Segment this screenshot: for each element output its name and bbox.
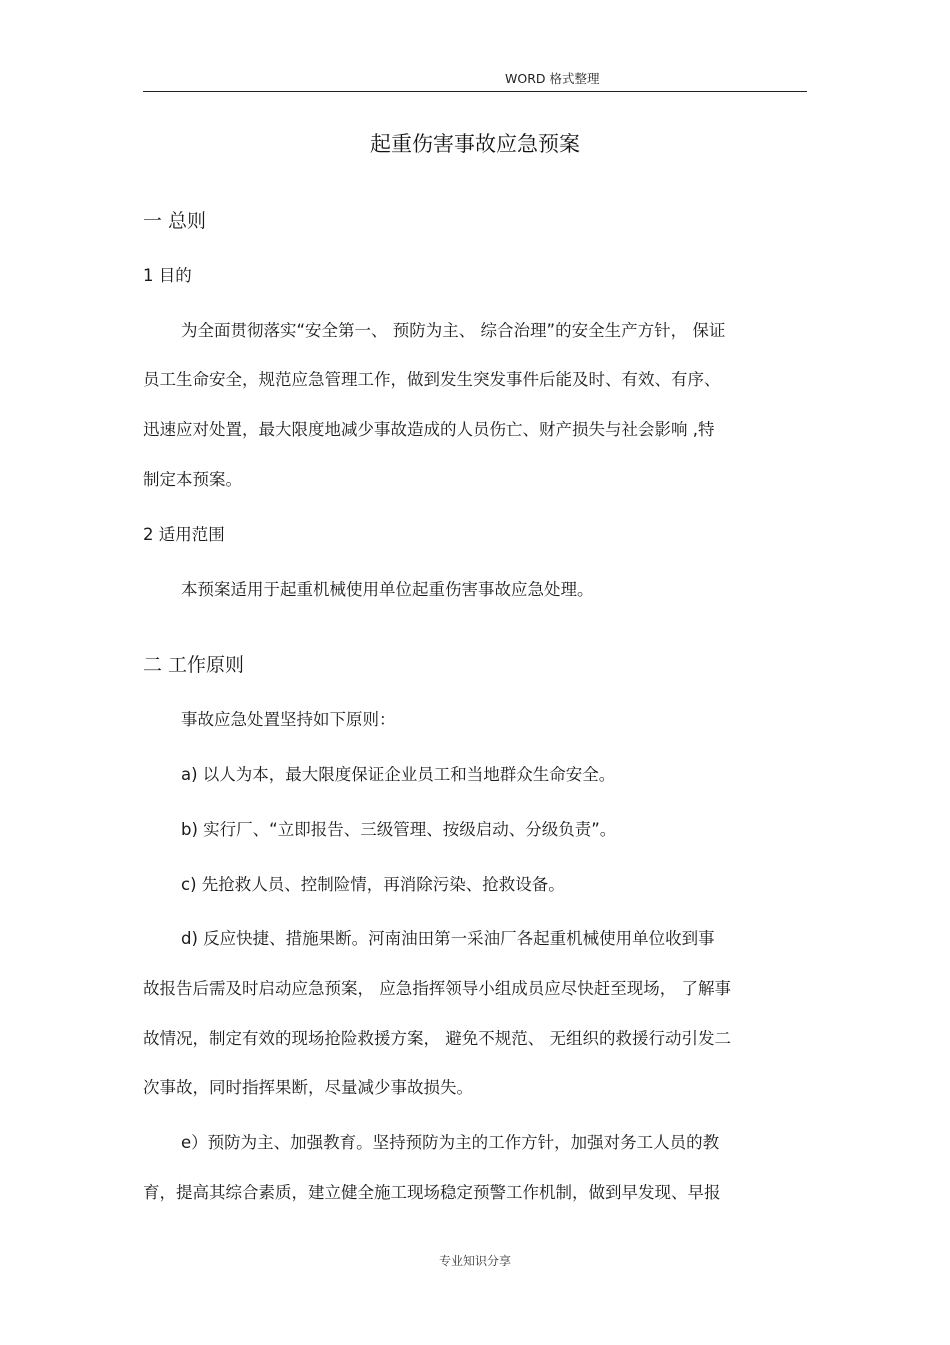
purpose-line-1: 为全面贯彻落实“安全第一、 预防为主、 综合治理”的安全生产方针， 保证 (181, 321, 726, 340)
page-header: WORD 格式整理 (505, 71, 600, 86)
document-title: 起重伤害事故应急预案 (370, 132, 580, 156)
principle-item-d-line-2: 故报告后需及时启动应急预案， 应急指挥领导小组成员应尽快赶至现场， 了解事 (143, 979, 731, 998)
page-footer: 专业知识分享 (438, 1254, 511, 1268)
principle-item-d-line-3: 故情况，制定有效的现场抢险救援方案， 避免不规范、 无组织的救援行动引发二 (143, 1029, 731, 1048)
purpose-line-4: 制定本预案。 (143, 470, 242, 489)
principle-item-e-line-2: 育，提高其综合素质，建立健全施工现场稳定预警工作机制，做到早发现、早报 (143, 1183, 721, 1202)
section-heading-general: 一 总则 (143, 210, 207, 232)
principle-item-c: c) 先抢救人员、控制险情，再消除污染、抢救设备。 (181, 875, 565, 894)
principle-item-d-line-4: 次事故，同时指挥果断，尽量减少事故损失。 (143, 1078, 473, 1097)
purpose-line-2: 员工生命安全，规范应急管理工作，做到发生突发事件后能及时、有效、有序、 (143, 370, 721, 389)
section-heading-principles: 二 工作原则 (143, 654, 245, 676)
header-divider (143, 91, 807, 92)
principle-item-d-line-1: d) 反应快捷、措施果断。河南油田第一采油厂各起重机械使用单位收到事 (181, 929, 715, 948)
principles-intro: 事故应急处置坚持如下原则： (181, 710, 396, 729)
purpose-line-3: 迅速应对处置，最大限度地减少事故造成的人员伤亡、财产损失与社会影响 ,特 (143, 420, 715, 439)
scope-paragraph: 本预案适用于起重机械使用单位起重伤害事故应急处理。 (181, 580, 594, 599)
principle-item-b: b) 实行厂、“立即报告、三级管理、按级启动、分级负责”。 (181, 820, 617, 839)
principle-item-a: a) 以人为本，最大限度保证企业员工和当地群众生命安全。 (181, 765, 616, 784)
subsection-heading-purpose: 1 目的 (143, 266, 192, 285)
subsection-heading-scope: 2 适用范围 (143, 525, 225, 544)
principle-item-e-line-1: e）预防为主、加强教育。坚持预防为主的工作方针，加强对务工人员的教 (181, 1133, 720, 1152)
